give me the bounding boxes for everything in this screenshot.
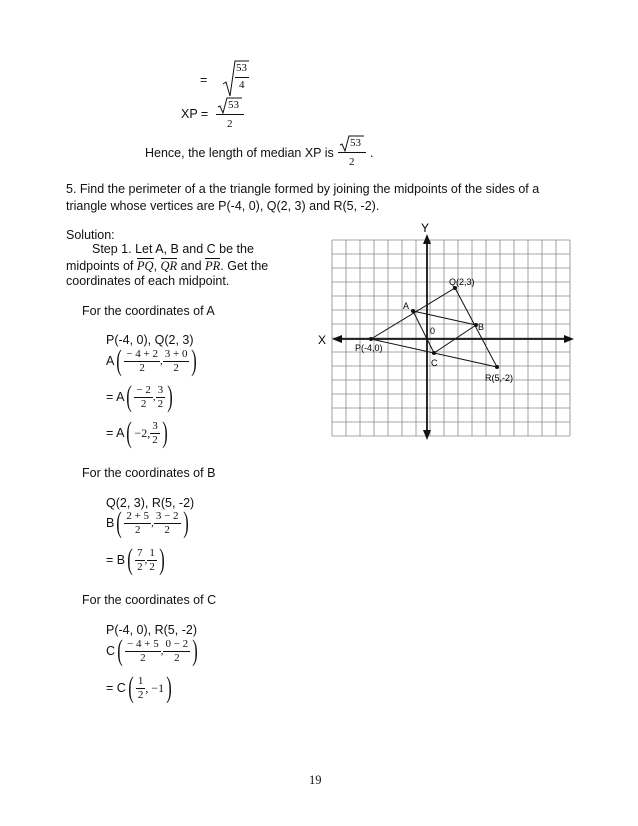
denominator: 2 xyxy=(174,651,180,664)
fraction-bar xyxy=(338,152,366,153)
segment-qr: QR xyxy=(160,259,178,273)
numerator: 1 xyxy=(149,546,155,559)
hence-statement: Hence, the length of median XP is xyxy=(145,146,334,160)
problem-line-2: triangle whose vertices are P(-4, 0), Q(2, 3) and R(5, -2). xyxy=(66,199,380,213)
midpoint-a-result xyxy=(106,418,170,448)
equals-sign: = xyxy=(200,73,208,87)
numerator: − 4 + 5 xyxy=(127,637,159,650)
x-value: −2, xyxy=(134,425,151,440)
point-b-label: B xyxy=(478,322,485,332)
fraction-y xyxy=(156,384,166,410)
right-paren: ) xyxy=(159,543,165,576)
segment-pr: PR xyxy=(205,259,221,273)
label-b: B xyxy=(106,516,115,530)
fraction-x xyxy=(135,547,145,573)
fraction-y xyxy=(163,348,190,374)
step1-line-3: coordinates of each midpoint. xyxy=(66,274,230,288)
midpoint-a-simplified: = A ( $\frac{- 2}{2}$ , $\frac{3}{2}$ ) xyxy=(106,380,173,413)
midpoint-c-formula: C ( $\frac{- 4 + 5}{2}$ , $\frac{0 - 2}{2}$ ) xyxy=(106,634,198,667)
left-paren: ( xyxy=(127,543,133,576)
xp-label: XP = xyxy=(181,107,209,121)
numerator: 0 − 2 xyxy=(165,637,189,650)
denominator: 2 xyxy=(137,560,143,573)
section-c-points: P(-4, 0), R(5, -2) xyxy=(106,623,197,637)
midpoint-c-result xyxy=(106,673,174,703)
left-paren: ( xyxy=(126,380,133,413)
step1-line-1: Step 1. Let A, B and C be the xyxy=(92,242,254,256)
fraction-bar xyxy=(235,77,249,78)
point-p xyxy=(369,337,373,341)
x-axis-left-arrow-icon xyxy=(332,335,342,343)
y-value: , −1 xyxy=(145,680,165,695)
y-axis-top-arrow-icon xyxy=(423,234,431,244)
midpoint-b-formula: B ( $\frac{2 + 5}{2}$ , $\frac{3 - 2}{2}$ ) xyxy=(106,506,189,539)
right-paren: ) xyxy=(182,506,189,539)
fraction-bar xyxy=(216,114,244,115)
fraction-x xyxy=(125,638,161,664)
get-the-text: . Get the xyxy=(220,259,269,273)
problem-line-1: 5. Find the perimeter of a the triangle formed by joining the midpoints of the sides of a xyxy=(66,182,540,196)
radicand-numerator: 53 xyxy=(236,62,247,74)
denominator: 2 xyxy=(134,523,141,536)
right-paren: ) xyxy=(192,634,198,667)
denominator: 2 xyxy=(152,433,158,446)
denominator: 2 xyxy=(173,361,179,374)
page-number: 19 xyxy=(309,773,322,787)
section-c-heading: For the coordinates of C xyxy=(82,593,217,607)
point-a-label: A xyxy=(403,301,410,311)
hence-denominator: 2 xyxy=(349,156,355,168)
right-paren: ) xyxy=(191,344,198,377)
radicand-denominator: 4 xyxy=(239,79,245,91)
left-paren: ( xyxy=(128,671,134,704)
and-text: and xyxy=(180,259,202,273)
numerator: 7 xyxy=(137,546,143,559)
section-a-points: P(-4, 0), Q(2, 3) xyxy=(106,333,194,347)
numerator: 3 − 2 xyxy=(155,509,179,522)
equals-a-label: = A xyxy=(106,390,125,404)
xp-denominator: 2 xyxy=(227,118,233,130)
point-a xyxy=(411,309,415,313)
right-paren: ) xyxy=(166,671,172,704)
label-a: A xyxy=(106,354,115,368)
point-c xyxy=(432,351,436,355)
point-r xyxy=(495,365,499,369)
y-axis-label: Y xyxy=(421,221,430,235)
point-c-label: C xyxy=(431,358,438,368)
hence-numerator: 53 xyxy=(350,137,361,149)
denominator: 2 xyxy=(157,397,164,410)
left-paren: ( xyxy=(117,634,123,667)
midpoint-b-result: = B ( $\frac{7}{2}$ , $\frac{1}{2}$ ) xyxy=(106,543,165,576)
x-axis-right-arrow-icon xyxy=(564,335,574,343)
solution-heading: Solution: xyxy=(66,228,115,242)
midpoints-of-text: midpoints of xyxy=(66,259,134,273)
numerator: 1 xyxy=(137,674,144,687)
fraction-y xyxy=(150,420,160,446)
coordinate-graph xyxy=(318,220,580,445)
denominator: 2 xyxy=(164,523,170,536)
point-p-label: P(-4,0) xyxy=(355,343,383,353)
numerator: 3 + 0 xyxy=(164,347,188,360)
point-q-label: Q(2,3) xyxy=(449,277,475,287)
equals-c-label: = C xyxy=(106,681,126,695)
xp-numerator: 53 xyxy=(228,99,239,111)
triangle-abc xyxy=(413,311,476,353)
fraction-x xyxy=(124,510,151,536)
fraction-x xyxy=(124,348,160,374)
graph-grid xyxy=(332,240,570,436)
fraction-y xyxy=(147,547,157,573)
hence-period: . xyxy=(370,146,374,160)
fraction-y xyxy=(163,638,190,664)
fraction-x xyxy=(134,384,152,410)
right-paren: ) xyxy=(167,380,173,413)
numerator: 3 xyxy=(157,383,164,396)
denominator: 2 xyxy=(137,688,144,701)
denominator: 2 xyxy=(140,397,147,410)
numerator: − 4 + 2 xyxy=(126,347,159,360)
left-paren: ( xyxy=(116,344,123,377)
equals-b-label: = B xyxy=(106,553,126,567)
denominator: 2 xyxy=(140,651,146,664)
midpoint-a-formula: A ( $\frac{- 4 + 2}{2}$ , $\frac{3 + 0}{2}$ ) xyxy=(106,344,198,377)
right-paren: ) xyxy=(161,416,168,449)
left-paren: ( xyxy=(116,506,123,539)
section-a-heading: For the coordinates of A xyxy=(82,304,215,318)
equals-a-label: = A xyxy=(106,426,125,440)
denominator: 2 xyxy=(149,560,155,573)
numerator: − 2 xyxy=(136,383,151,396)
point-r-label: R(5,-2) xyxy=(485,373,514,383)
denominator: 2 xyxy=(139,361,145,374)
step1-line-2: midpoints of PQ, QR and PR. Get the xyxy=(66,259,269,273)
section-b-points: Q(2, 3), R(5, -2) xyxy=(106,496,195,510)
origin-label: 0 xyxy=(430,326,436,336)
fraction-y xyxy=(154,510,181,536)
section-b-heading: For the coordinates of B xyxy=(82,466,216,480)
numerator: 2 + 5 xyxy=(126,509,150,522)
x-axis-label: X xyxy=(318,333,327,347)
numerator: 3 xyxy=(152,419,158,432)
label-c: C xyxy=(106,644,116,658)
left-paren: ( xyxy=(126,416,133,449)
fraction-x xyxy=(136,675,146,701)
segment-pq: PQ xyxy=(136,259,154,273)
